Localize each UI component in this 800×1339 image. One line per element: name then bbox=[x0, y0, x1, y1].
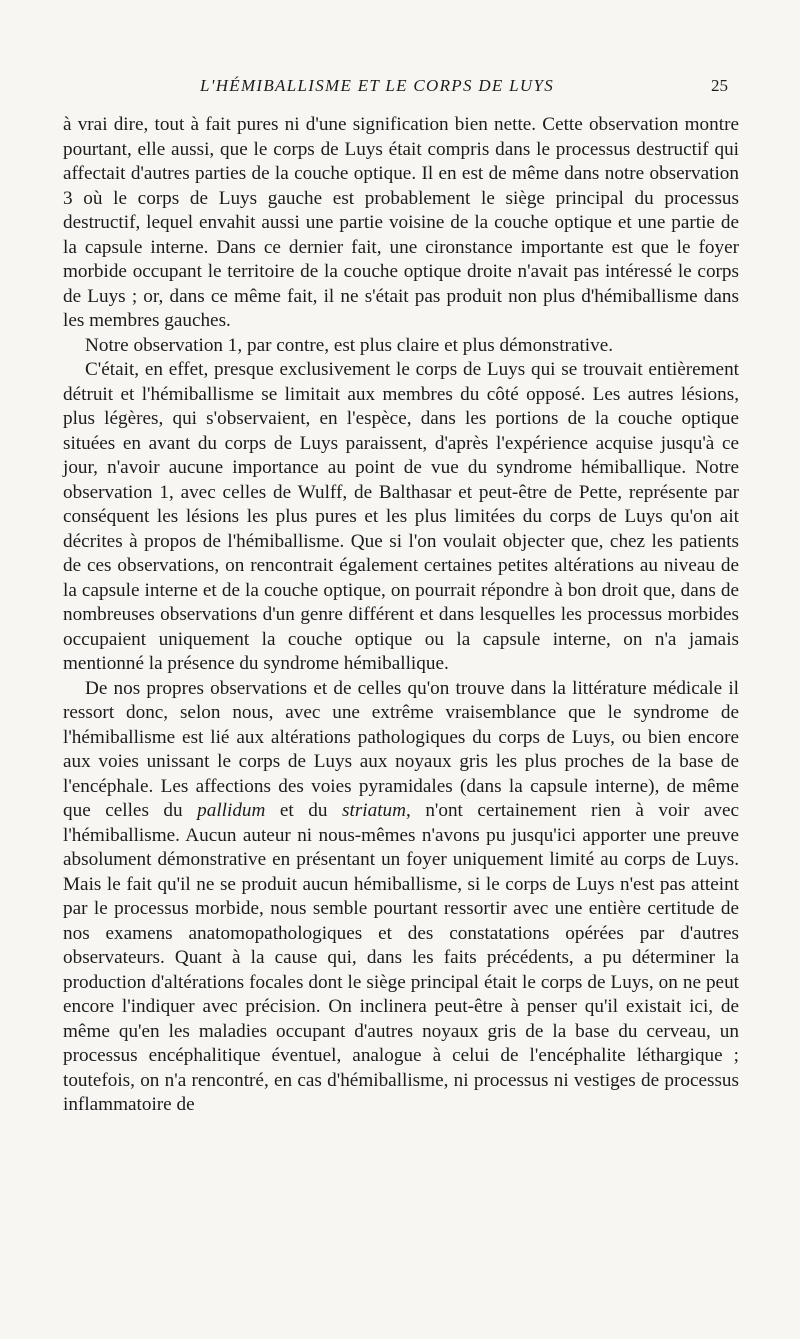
paragraph-4-part-1: De nos propres observations et de celles qu'on trouve dans la littérature médicale il ressort donc, selon nous, avec une extrême vraisemblance que le syndrome de l'hémiballisme est lié aux altérations pathologiques du corps de Luys, ou bien encore aux voies unissant le corps de Luys aux noyaux gris les plus proches de la base de l'encéphale. Les affections des voies pyramidales (dans la capsule interne), de même que celles du bbox=[63, 677, 739, 821]
striatum-term: striatum bbox=[342, 800, 406, 821]
paragraph-2: Notre observation 1, par contre, est plus claire et plus démonstrative. bbox=[85, 334, 614, 356]
pallidum-term: pallidum bbox=[197, 800, 266, 821]
paragraph-4-part-2: et du bbox=[265, 800, 343, 821]
paragraph-3: C'était, en effet, presque exclusivement le corps de Luys qui se trouvait entièrement détruit et l'hémiballisme se limitait aux membres du côté opposé. Les autres lésions, plus légères, qui s'observaient, en l'espèce, dans les portions de la couche optique situées en avant du corps de Luys paraissent, d'après l'expérience acquise jusqu'à ce jour, n'avoir aucune importance au point de vue du syndrome hémiballique. Notre observation 1, avec celles de Wulff, de Balthasar et peut-être de Pette, représente par conséquent les lésions les plus pures et les plus limitées du corps de Luys qu'on ait décrites à propos de l'hémiballisme. Que si l'on voulait objecter que, chez les patients de ces observations, on rencontrait également certaines petites altérations au niveau de la capsule interne et de la couche optique, on pourrait répondre à bon droit que, dans de nombreuses observations d'un genre différent et dans lesquelles les processus morbides occupaient uniquement la couche optique ou la capsule interne, on n'a jamais mentionné la présence du syndrome hémiballique. bbox=[63, 359, 739, 674]
body-text bbox=[63, 113, 739, 1118]
paragraph-4-part-3: , n'ont certainement rien à voir avec l'hémiballisme. Aucun auteur ni nous-mêmes n'avons pu jusqu'ici apporter une preuve absolument démonstrative en présentant un foyer uniquement limité au corps de Luys. Mais le fait qu'il ne se produit aucun hémiballisme, si le corps de Luys n'est pas atteint par le processus morbide, nous semble pourtant ressortir avec une entière certitude de nos examens anatomopathologiques et des constatations opérées par d'autres observateurs. Quant à la cause qui, dans les faits précédents, a pu déterminer la production d'altérations focales dont le siège principal était le corps de Luys, on ne peut encore l'indiquer avec précision. On inclinera peut-être à penser qu'il existait ici, de même qu'en les maladies occupant d'autres noyaux gris de la base du cerveau, un processus encéphalitique éventuel, analogue à celui de l'encéphalite léthargique ; toutefois, on n'a rencontré, en cas d'hémiballisme, ni processus ni vestiges de processus inflammatoire de bbox=[63, 800, 739, 1115]
paragraph-4 bbox=[63, 677, 739, 1118]
paragraph-1: à vrai dire, tout à fait pures ni d'une signification bien nette. Cette observation montre pourtant, elle aussi, que le corps de Luys était compris dans le processus destructif qui affectait d'autres parties de la couche optique. Il en est de même dans notre observation 3 où le corps de Luys gauche est probablement le siège principal du processus destructif, lequel envahit aussi une partie voisine de la couche optique et une partie de la capsule interne. Dans ce dernier fait, une cironstance importante est que le foyer morbide occupant le territoire de la couche optique droite n'avait pas intéressé le corps de Luys ; or, dans ce même fait, il ne s'était pas produit non plus d'hémiballisme dans les membres gauches. bbox=[63, 114, 739, 331]
running-title: L'HÉMIBALLISME ET LE CORPS DE LUYS bbox=[200, 76, 555, 95]
page-number: 25 bbox=[711, 76, 728, 95]
